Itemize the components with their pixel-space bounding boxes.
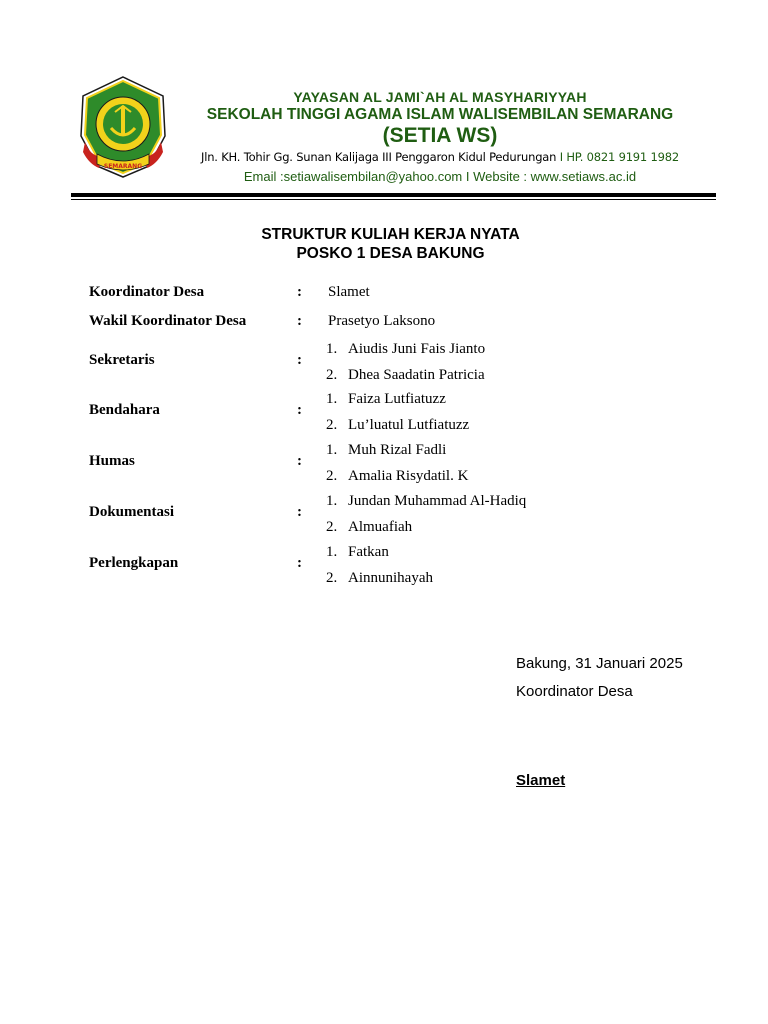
signature-name: Slamet <box>516 772 566 789</box>
list-item: Amalia Risydatil. K <box>348 468 469 484</box>
list-item: Fatkan <box>348 544 389 560</box>
institution-logo <box>79 76 167 178</box>
list-number: 2. <box>326 519 338 535</box>
signature-position: Koordinator Desa <box>516 683 633 700</box>
role-value-koordinator: Slamet <box>328 284 370 300</box>
list-item: Dhea Saadatin Patricia <box>348 367 485 383</box>
colon: : <box>297 453 302 469</box>
list-number: 1. <box>326 544 338 560</box>
colon: : <box>297 352 302 368</box>
list-number: 2. <box>326 468 338 484</box>
contact-line: Email :setiawalisembilan@yahoo.com I Website : www.setiaws.ac.id <box>243 169 637 184</box>
institution-acronym: (SETIA WS) <box>382 124 498 147</box>
role-value-wakil: Prasetyo Laksono <box>328 313 436 329</box>
list-number: 2. <box>326 417 338 433</box>
role-label-perlengkapan: Perlengkapan <box>89 555 179 571</box>
list-item: Ainnunihayah <box>348 570 433 586</box>
colon: : <box>297 504 302 520</box>
colon: : <box>297 555 302 571</box>
role-label-dokumentasi: Dokumentasi <box>89 504 175 520</box>
colon: : <box>297 402 302 418</box>
list-item: Aiudis Juni Fais Jianto <box>348 341 486 357</box>
list-number: 2. <box>326 367 338 383</box>
list-item: Jundan Muhammad Al-Hadiq <box>348 493 527 509</box>
header-rule-thick <box>71 193 716 197</box>
foundation-name: YAYASAN AL JAMI`AH AL MASYHARIYYAH <box>293 89 587 105</box>
list-item: Faiza Lutfiatuzz <box>348 391 446 407</box>
list-item: Almuafiah <box>348 519 413 535</box>
list-number: 2. <box>326 570 338 586</box>
document-subtitle: POSKO 1 DESA BAKUNG <box>296 245 485 262</box>
list-number: 1. <box>326 493 338 509</box>
logo-caption: SEMARANG <box>103 163 143 170</box>
role-label-humas: Humas <box>89 453 135 469</box>
document-title: STRUKTUR KULIAH KERJA NYATA <box>261 226 520 243</box>
role-label-sekretaris: Sekretaris <box>89 352 155 368</box>
phone-text: I HP. 0821 9191 1982 <box>559 150 679 164</box>
header-rule-thin <box>71 199 716 200</box>
address-text: Jln. KH. Tohir Gg. Sunan Kalijaga III Penggaron Kidul Pedurungan <box>201 150 557 164</box>
list-item: Lu’luatul Lutfiatuzz <box>348 417 470 433</box>
role-label-koordinator: Koordinator Desa <box>89 284 205 300</box>
institution-name: SEKOLAH TINGGI AGAMA ISLAM WALISEMBILAN SEMARANG <box>206 106 674 123</box>
list-number: 1. <box>326 442 338 458</box>
address-line <box>165 150 715 164</box>
signature-place-date: Bakung, 31 Januari 2025 <box>516 655 683 672</box>
colon: : <box>297 284 302 300</box>
list-item: Muh Rizal Fadli <box>348 442 447 458</box>
role-label-wakil: Wakil Koordinator Desa <box>89 313 247 329</box>
list-number: 1. <box>326 391 338 407</box>
role-label-bendahara: Bendahara <box>89 402 160 418</box>
colon: : <box>297 313 302 329</box>
list-number: 1. <box>326 341 338 357</box>
